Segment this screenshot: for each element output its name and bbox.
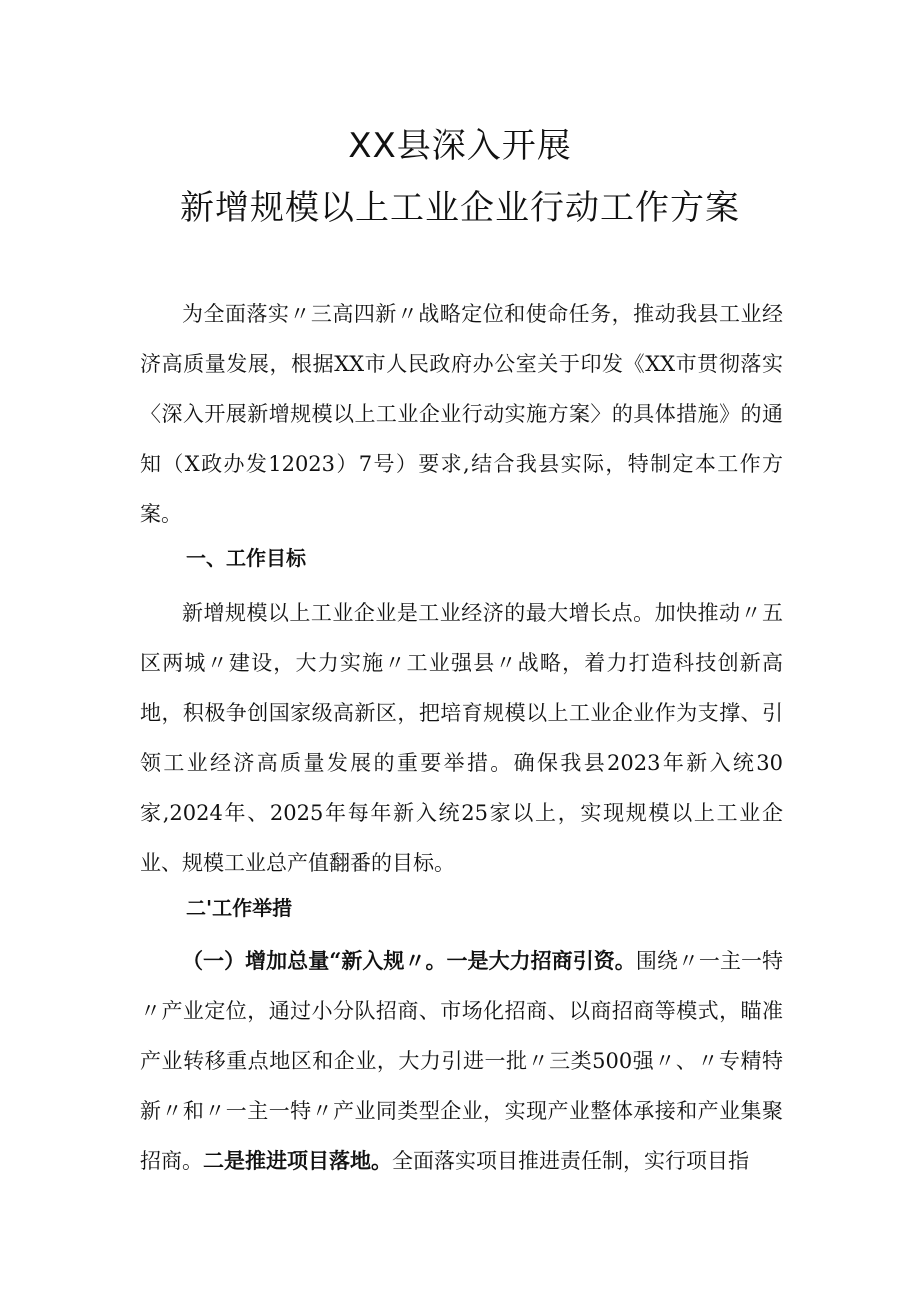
measure-1-paragraph <box>140 936 783 1186</box>
document-title-line1: XX县深入开展 <box>348 126 572 166</box>
section-heading-goals: 一、工作目标 <box>186 546 306 570</box>
measure-1-lead: （一）增加总量“新入规〃。一是大力招商引资。 <box>182 948 636 973</box>
section-heading-measures: 二'工作举措 <box>186 896 293 920</box>
measure-1-lead-2: 二是推进项目落地。 <box>203 1148 392 1173</box>
measure-1-text-2: 全面落实项目推进责任制，实行项目指 <box>392 1149 749 1173</box>
measure-1-text-1: 围绕〃一主一特〃产业定位，通过小分队招商、市场化招商、以商招商等模式，瞄准产业转移重点地区和企业，大力引进一批〃三类500强〃、〃专精特新〃和〃一主一特〃产业同类型企业，实现产业整体承接和产业集聚招商。 <box>140 949 783 1173</box>
document-title-line2: 新增规模以上工业企业行动工作方案 <box>180 188 740 228</box>
intro-paragraph: 为全面落实〃三高四新〃战略定位和使命任务，推动我县工业经济高质量发展，根据XX市人民政府办公室关于印发《XX市贯彻落实〈深入开展新增规模以上工业企业行动实施方案〉的具体措施》的通知（X政办发12023）7号）要求,结合我县实际，特制定本工作方案。 <box>140 302 783 526</box>
goals-paragraph: 新增规模以上工业企业是工业经济的最大增长点。加快推动〃五区两城〃建设，大力实施〃工业强县〃战略，着力打造科技创新高地，积极争创国家级高新区，把培育规模以上工业企业作为支撑、引领工业经济高质量发展的重要举措。确保我县2023年新入统30家,2024年、2025年每年新入统25家以上，实现规模以上工业企业、规模工业总产值翻番的目标。 <box>140 601 783 875</box>
